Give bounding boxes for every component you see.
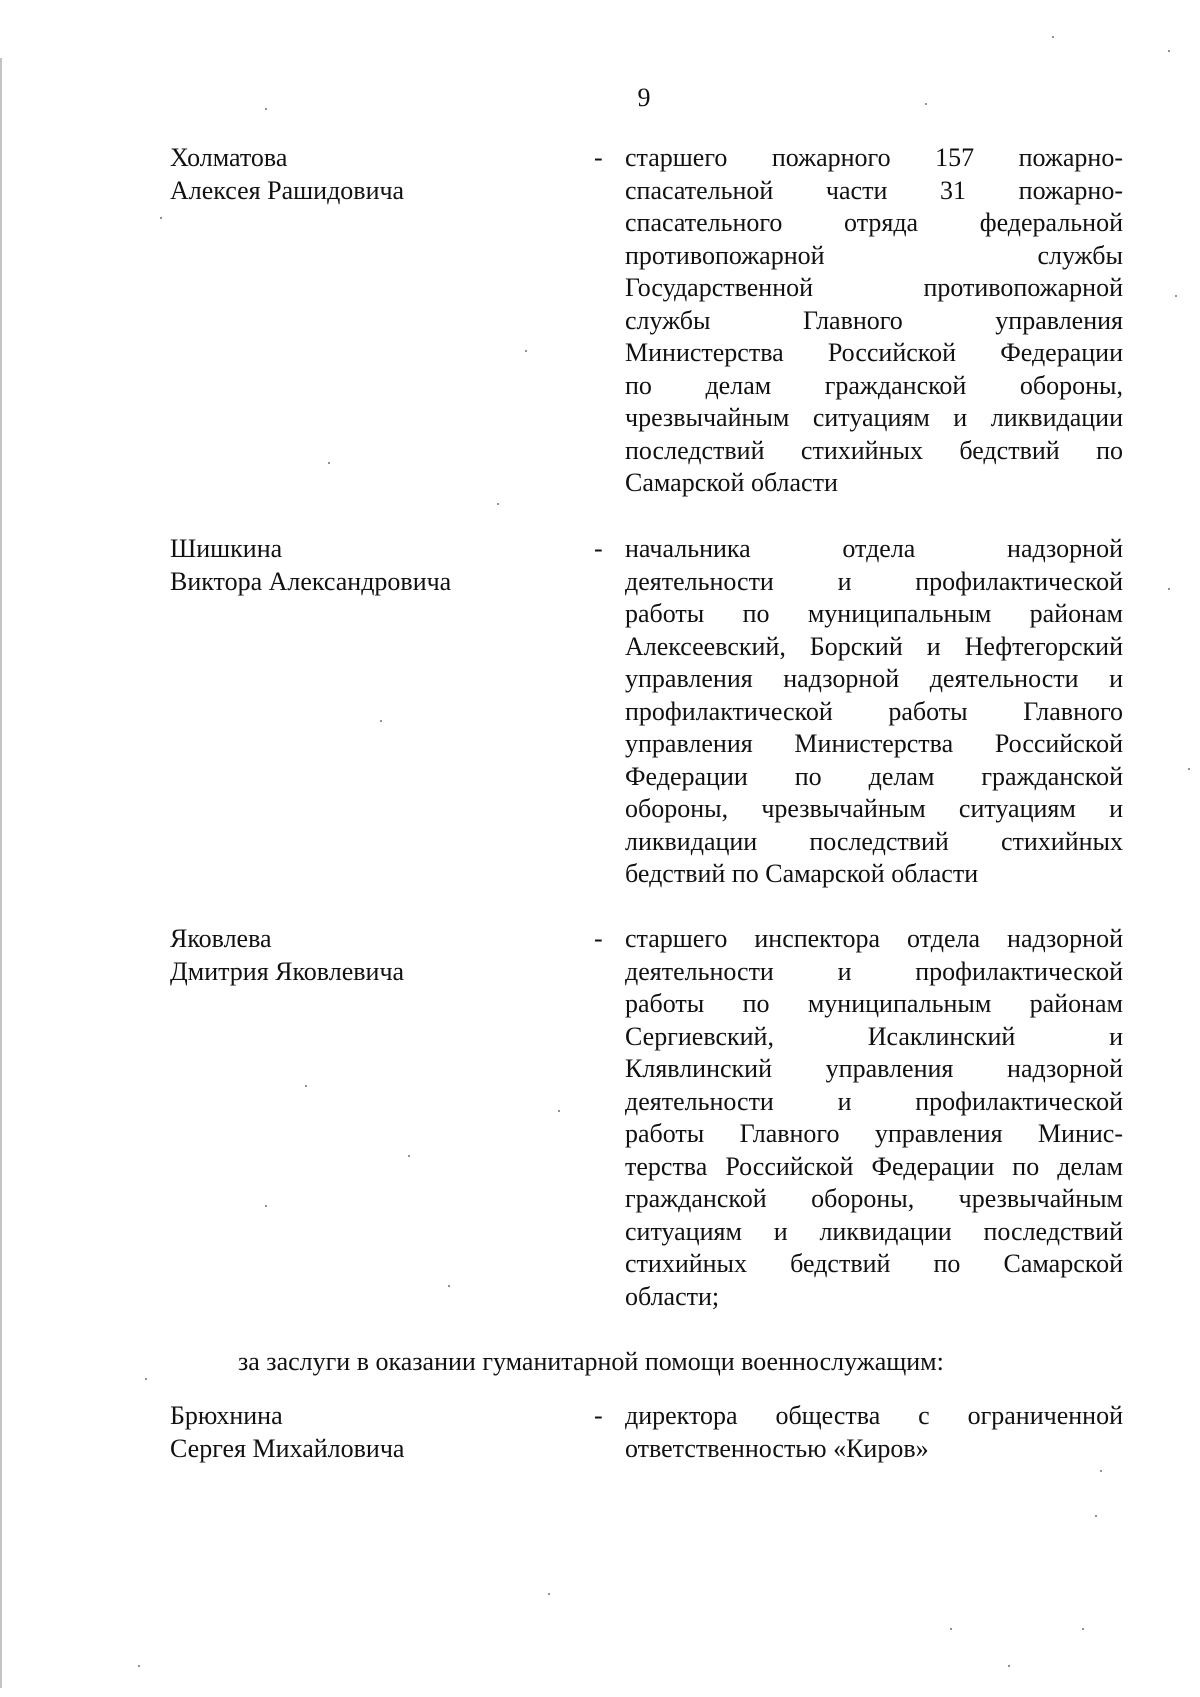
recipient-position xyxy=(625,142,1123,500)
position-line: работы по муниципальным районам xyxy=(625,989,1123,1018)
scan-speck xyxy=(328,462,330,464)
position-line: работы по муниципальным районам xyxy=(625,599,1123,628)
page-number: 9 xyxy=(637,83,651,112)
scan-speck xyxy=(497,503,499,505)
entry-dash: - xyxy=(594,924,603,953)
scan-speck xyxy=(305,1085,307,1087)
position-line: гражданской обороны, чрезвычайным xyxy=(625,1184,1123,1213)
position-line: старшего инспектора отдела надзорной xyxy=(625,924,1123,953)
entry-dash: - xyxy=(594,143,603,172)
position-line: работы Главного управления Минис- xyxy=(625,1119,1123,1148)
recipient-surname: Яковлева xyxy=(170,924,272,953)
scan-speck xyxy=(265,108,267,110)
scan-speck xyxy=(1175,295,1177,297)
recipient-name xyxy=(170,923,560,988)
position-line: бедствий по Самарской области xyxy=(625,859,979,888)
scan-speck xyxy=(160,217,162,219)
scan-speck xyxy=(1168,50,1170,52)
section-heading: за заслуги в оказании гуманитарной помощи военнослужащим: xyxy=(238,1347,944,1376)
entry-dash: - xyxy=(594,1401,603,1430)
position-line: директора общества с ограниченной xyxy=(625,1401,1123,1430)
position-line: деятельности и профилактической xyxy=(625,566,1123,596)
recipient-name xyxy=(170,142,560,207)
recipient-position xyxy=(625,1400,1123,1465)
scan-speck xyxy=(950,1628,952,1630)
position-line: Самарской области xyxy=(625,468,838,497)
position-line: стихийных бедствий по Самарской xyxy=(625,1249,1123,1278)
position-line: Государственной противопожарной xyxy=(625,273,1123,302)
position-line: службы Главного управления xyxy=(625,305,1123,335)
recipient-given-names: Виктора Александровича xyxy=(170,566,452,596)
page-scan-edge xyxy=(0,58,2,1688)
position-line: противопожарной службы xyxy=(625,240,1123,270)
scan-speck xyxy=(1188,768,1190,770)
position-line: Министерства Российской Федерации xyxy=(625,338,1123,367)
recipient-surname: Брюхнина xyxy=(170,1401,283,1430)
position-line: начальника отдела надзорной xyxy=(625,534,1123,563)
scan-speck xyxy=(265,1205,267,1207)
position-line: области; xyxy=(625,1281,720,1311)
scan-speck xyxy=(145,1378,147,1380)
scan-speck xyxy=(1168,588,1170,590)
position-line: обороны, чрезвычайным ситуациям и xyxy=(625,794,1123,823)
position-line: управления надзорной деятельности и xyxy=(625,664,1123,693)
position-line: по делам гражданской обороны, xyxy=(625,370,1123,400)
position-line: деятельности и профилактической xyxy=(625,1086,1123,1116)
recipient-position xyxy=(625,923,1123,1313)
recipient-surname: Холматова xyxy=(170,143,288,172)
position-line: Алексеевский, Борский и Нефтегорский xyxy=(625,631,1123,661)
scan-speck xyxy=(548,1593,550,1595)
position-line: Клявлинский управления надзорной xyxy=(625,1054,1123,1083)
scan-speck xyxy=(1100,1470,1102,1472)
position-line: терства Российской Федерации по делам xyxy=(625,1151,1123,1181)
recipient-surname: Шишкина xyxy=(170,534,283,563)
scan-speck xyxy=(408,1155,410,1157)
position-line: Федерации по делам гражданской xyxy=(625,761,1123,791)
position-line: управления Министерства Российской xyxy=(625,729,1123,758)
position-line: спасательного отряда федеральной xyxy=(625,208,1123,237)
recipient-name xyxy=(170,1400,560,1465)
recipient-given-names: Дмитрия Яковлевича xyxy=(170,956,405,986)
scan-speck xyxy=(448,1285,450,1287)
position-line: ситуациям и ликвидации последствий xyxy=(625,1216,1123,1246)
position-line: спасательной части 31 пожарно- xyxy=(625,175,1123,205)
position-line: последствий стихийных бедствий по xyxy=(625,435,1123,465)
scan-speck xyxy=(1052,36,1054,38)
position-line: ответственностью «Киров» xyxy=(625,1433,929,1463)
recipient-position xyxy=(625,533,1123,891)
scan-speck xyxy=(1082,1628,1084,1630)
scan-speck xyxy=(925,103,927,105)
scan-speck xyxy=(138,1665,140,1667)
position-line: ликвидации последствий стихийных xyxy=(625,826,1123,856)
recipient-given-names: Алексея Рашидовича xyxy=(170,175,405,205)
scan-speck xyxy=(1095,1515,1097,1517)
scan-speck xyxy=(380,720,382,722)
position-line: старшего пожарного 157 пожарно- xyxy=(625,143,1123,172)
position-line: Сергиевский, Исаклинский и xyxy=(625,1021,1123,1051)
recipient-name xyxy=(170,533,560,598)
position-line: деятельности и профилактической xyxy=(625,956,1123,986)
position-line: профилактической работы Главного xyxy=(625,696,1123,726)
entry-dash: - xyxy=(594,534,603,563)
position-line: чрезвычайным ситуациям и ликвидации xyxy=(625,403,1123,432)
scan-speck xyxy=(525,350,527,352)
recipient-given-names: Сергея Михайловича xyxy=(170,1433,405,1463)
scan-speck xyxy=(1008,1665,1010,1667)
scan-speck xyxy=(558,1110,560,1112)
